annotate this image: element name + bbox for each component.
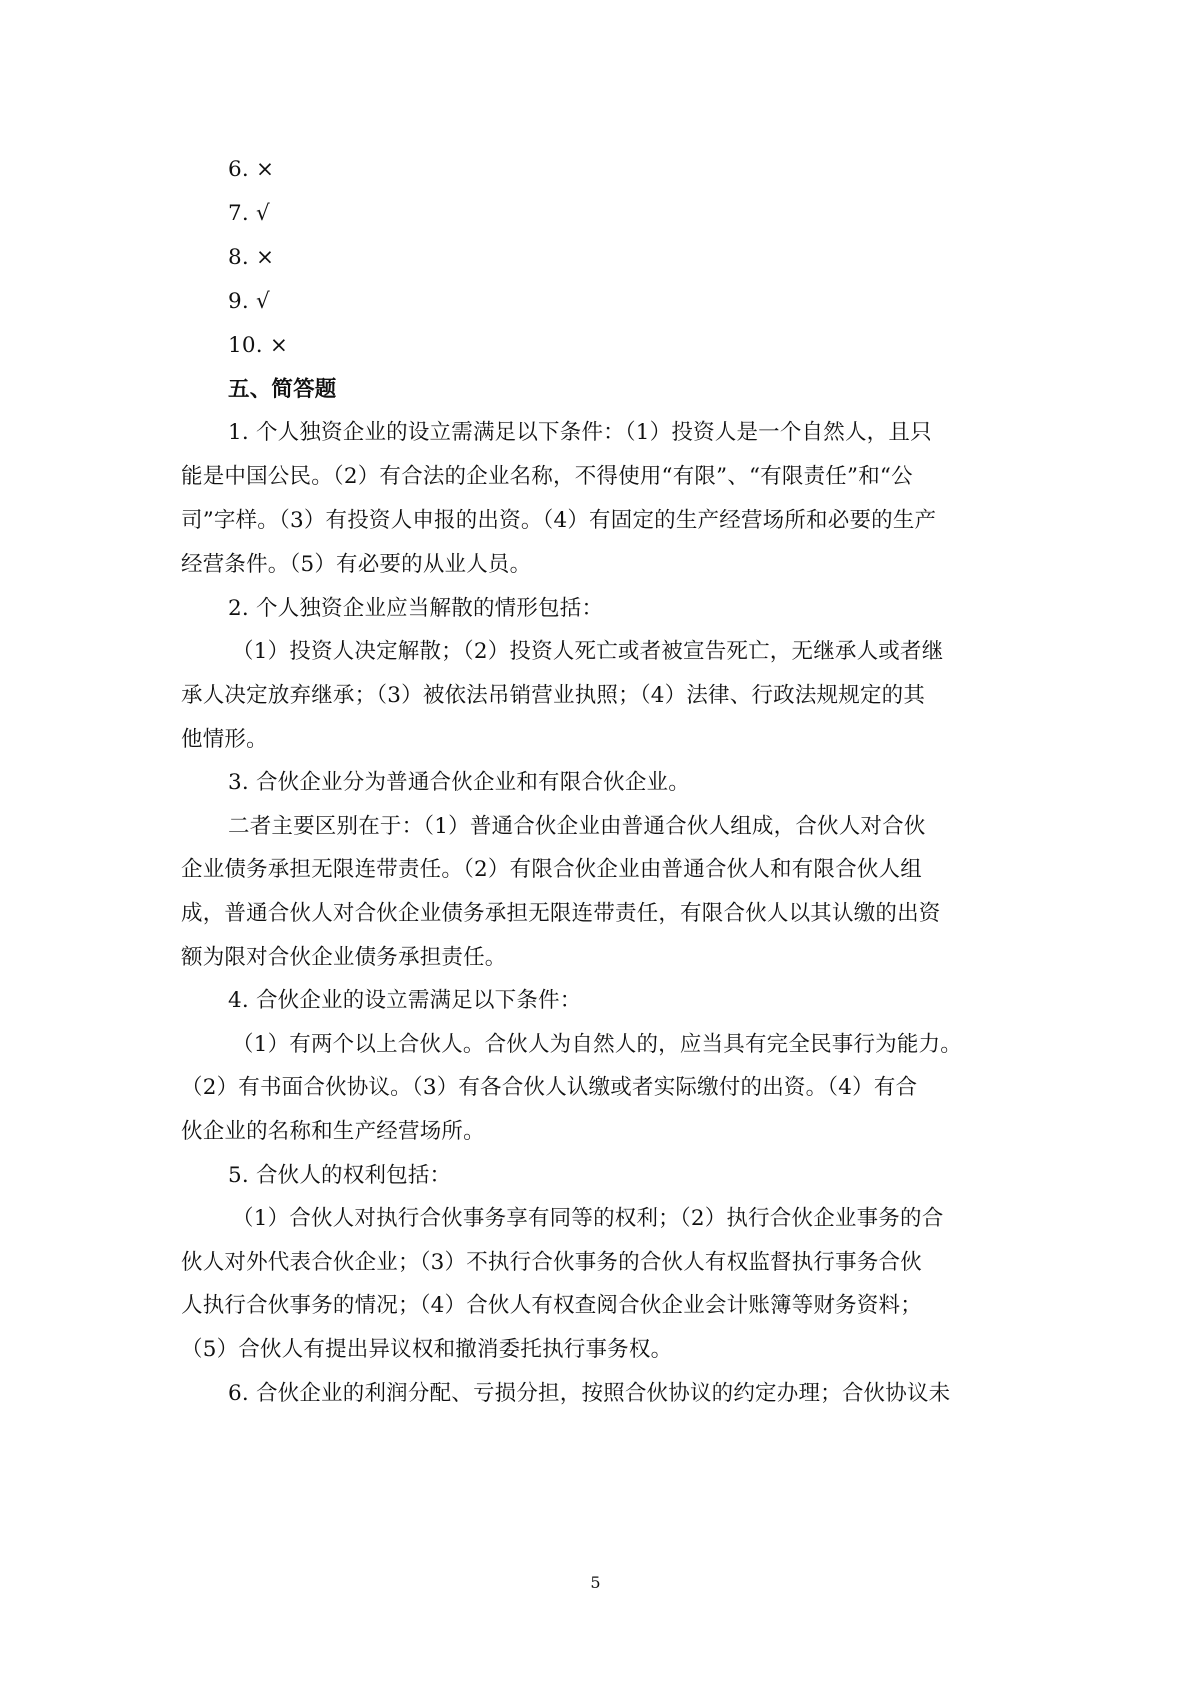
paragraph-line: 成，普通合伙人对合伙企业债务承担无限连带责任，有限合伙人以其认缴的出资: [181, 901, 941, 926]
paragraph-line: （1）投资人决定解散；（2）投资人死亡或者被宣告死亡，无继承人或者继: [232, 639, 944, 664]
paragraph-line: 伙人对外代表合伙企业；（3）不执行合伙事务的合伙人有权监督执行事务合伙: [181, 1250, 922, 1275]
paragraph-line: 经营条件。（5）有必要的从业人员。: [181, 552, 532, 577]
paragraph-line: 5. 合伙人的权利包括：: [228, 1163, 452, 1188]
answer-7: 7. √: [228, 201, 270, 226]
paragraph-line: 3. 合伙企业分为普通合伙企业和有限合伙企业。: [228, 770, 690, 795]
page-number: 5: [590, 1573, 601, 1592]
section-heading: 五、简答题: [228, 377, 337, 402]
paragraph-line: 司”字样。（3）有投资人申报的出资。（4）有固定的生产经营场所和必要的生产: [181, 508, 937, 533]
paragraph-line: （2）有书面合伙协议。（3）有各合伙人认缴或者实际缴付的出资。（4）有合: [181, 1075, 918, 1100]
answer-10: 10. ×: [228, 333, 289, 358]
answer-8: 8. ×: [228, 245, 275, 270]
paragraph-line: 企业债务承担无限连带责任。（2）有限合伙企业由普通合伙人和有限合伙人组: [181, 857, 922, 882]
paragraph-line: 伙企业的名称和生产经营场所。: [181, 1119, 485, 1144]
paragraph-line: 二者主要区别在于：（1）普通合伙企业由普通合伙人组成，合伙人对合伙: [228, 814, 926, 839]
paragraph-line: 1. 个人独资企业的设立需满足以下条件：（1）投资人是一个自然人，且只: [228, 420, 932, 445]
answer-9: 9. √: [228, 289, 270, 314]
paragraph-line: （1）合伙人对执行合伙事务享有同等的权利；（2）执行合伙企业事务的合: [232, 1206, 944, 1231]
paragraph-line: 人执行合伙事务的情况；（4）合伙人有权查阅合伙企业会计账簿等财务资料；: [181, 1293, 922, 1318]
paragraph-line: 承人决定放弃继承；（3）被依法吊销营业执照；（4）法律、行政法规规定的其: [181, 683, 926, 708]
paragraph-line: （1）有两个以上合伙人。合伙人为自然人的，应当具有完全民事行为能力。: [232, 1032, 962, 1057]
paragraph-line: 6. 合伙企业的利润分配、亏损分担，按照合伙协议的约定办理；合伙协议未: [228, 1381, 951, 1406]
paragraph-line: （5）合伙人有提出异议权和撤消委托执行事务权。: [181, 1337, 673, 1362]
paragraph-line: 能是中国公民。（2）有合法的企业名称，不得使用“有限”、“有限责任”和“公: [181, 464, 913, 489]
paragraph-line: 2. 个人独资企业应当解散的情形包括：: [228, 596, 604, 621]
paragraph-line: 他情形。: [181, 727, 268, 752]
paragraph-line: 额为限对合伙企业债务承担责任。: [181, 945, 507, 970]
answer-6: 6. ×: [228, 157, 275, 182]
paragraph-line: 4. 合伙企业的设立需满足以下条件：: [228, 988, 582, 1013]
